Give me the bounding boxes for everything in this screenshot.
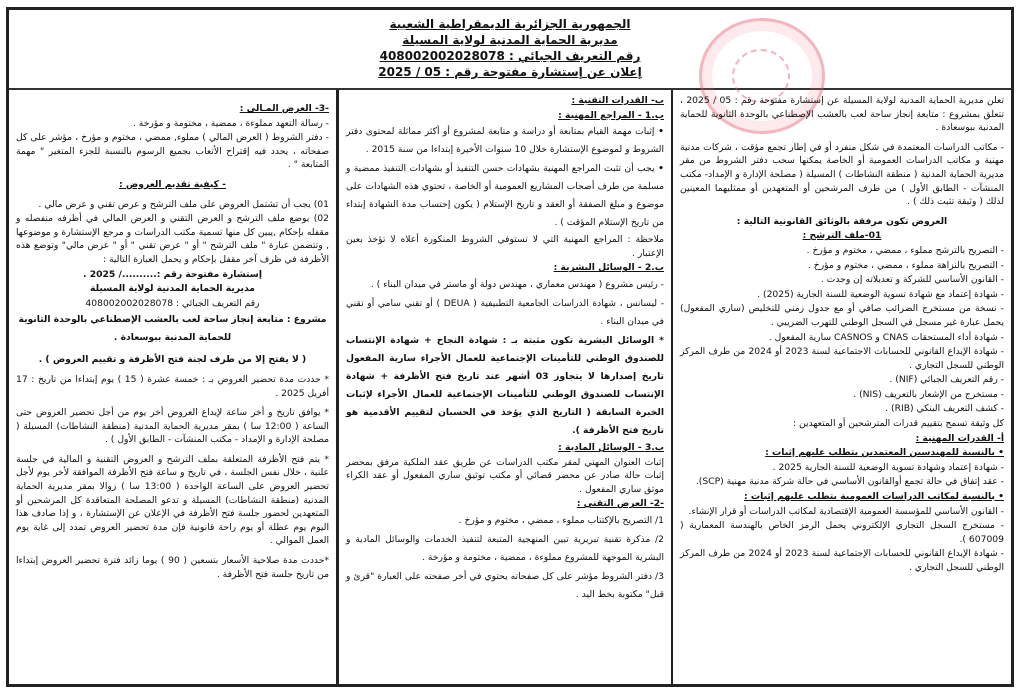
human-proof: * الوسائل البشرية تكون مثبتة بـ : شهادة النجاح + شهادة الإنتساب للصندوق الوطني للتأمينات الإجتماعية للعمال الأجراء سارية المفعول تاريخ إصدارها لا يتجاوز 03 أشهر عند تاريخ فتح الأظرفة + شهادة الإنتساب للصندوق الوطني للتأمينات الإجتماعية للعمال الأجراء لإثبات الخبرة السابقة ( التاريخ الذي يؤخذ في الحسبان لتقييم الأقدمية هو تاريخ فتح الأظرفة ). [346, 334, 664, 436]
envelope-line: رقم التعريف الجبائي : 408002002028078 [85, 297, 260, 309]
fin-item: - رسالة التعهد مملوءة ، ممضية ، مختومة و مؤرخة . [132, 117, 329, 129]
file-item: - شهادة إعتماد مع شهادة تسوية الوضعية للسنة الجارية (2025) . [757, 288, 1004, 300]
public-item: - القانون الأساسي للمؤسسة العمومية الإقتصادية لمكاتب الدراسات أو قرار الإنشاء. [688, 505, 1004, 517]
refs-note: ملاحظة : المراجع المهنية التي لا تستوفي الشروط المنكورة أعلاه لا تؤخذ بعين الإعتبار . [346, 234, 664, 259]
file-item: - شهادة أداء المستحقات CNAS و CASNOS سارية المفعول . [768, 331, 1004, 343]
human-title: ب.2 - الوسائل البشرية : [553, 262, 664, 274]
file-item: - رقم التعريف الجبائي (NIF) . [889, 374, 1004, 386]
refs-paragraph: • إثبات مهمة القيام بمتابعة أو دراسة و متابعة لمشروع أو أكثر مماثلة لمحتوى دفتر الشروط و لموضوع الإستشارة خلال 10 سنوات الأخيرة إبتداءا من سنة 2015 . [346, 123, 664, 159]
file-item: - التصريح بالترشح مملوء ، ممضي ، مختوم و مؤرخ . [806, 244, 1004, 256]
envelope-line: إستشارة مفتوحة رقم :........../ 2025 . [83, 268, 262, 280]
techoffer-item: 3/ دفتر الشروط مؤشر على كل صفحاته يحتوي في أخر صفحته على العبارة "قرئ و قبل" مكتوبة بخط اليد . [346, 570, 664, 600]
refs-title: ب.1 - المراجع المهنية : [558, 109, 664, 121]
deposit-paragraph: * يوافق تاريخ و أخر ساعة لإيداع العروض أخر يوم من أجل تحضير العروض حتى الساعة ( 12:00 سا ) بمقر مديرية الحماية المدنية (منطقة النشاطات) المسيلة ( مصلحة الإدارة و الإمداد - مكتب المنشآت - الطابق الأول ) . [16, 407, 329, 446]
envelope-line: ( لا يفتح إلا من طرف لجنة فتح الأظرفة و تقييم العروض ) . [38, 354, 307, 366]
submit-item: 01) يجب أن تشتمل العروض على ملف الترشح و عرض تقني و عرض مالي . [38, 198, 329, 210]
refs-paragraph: • يجب أن تثبت المراجع المهنية بشهادات حسن التنفيذ أو بشهادات التنفيذ ممضية و مسلمة من طرف أصحاب المشاريع العمومية أو الخاصة ، تحتوي هذه الشهادات على موضوع و مبلغ الصفقة أو العقد و تاريخ الإستلام ( يكون إحتساب مدة الشهادة إبتداء من تاريخ الإستلام المؤقت ) . [346, 160, 664, 232]
docs-title: العروض تكون مرفقة بالوثائق القانونية التالية : [736, 215, 948, 227]
human-item: - ليسانس ، شهادة الدراسات الجامعية التطبيقية ( DEUA ) أو تقني سامي أو تقني في ميدان البناء . [346, 297, 665, 327]
right-column [671, 90, 1011, 684]
material-text: إثبات العنوان المهني لمقر مكتب الدراسات عن طريق عقد الملكية مرفق بمحضر إثبات حالة صادر عن محضر قضائي أو مكتب توثيق ساري المفعول أو عقد الكراء موثق ساري المفعول . [346, 456, 664, 495]
validity-paragraph: *حددت مدة صلاحية الأسعار بتسعين ( 90 ) يوما زائد فترة تحضير العروض إبتداءا من تاريخ جلسة فتح الأظرفة . [16, 555, 330, 580]
intro-paragraph: تعلن مديرية الحماية المدنية لولاية المسيلة عن إستشارة مفتوحة رقم : 05 / 2025 ، تتعلق بمشروع : متابعة إنجاز ساحة لعب بالعشب الإصطناعي بالوحدة الثانوية للحماية المدنية ببوسعادة . [680, 95, 1004, 134]
header-announcement: إعلان عن إستشارة مفتوحة رقم : 05 / 2025 [378, 65, 642, 79]
tech-title: ب- القدرات التقنية : [571, 95, 664, 106]
engineers-item: - شهادة إعتماد وشهادة تسوية الوضعية للسنة الجارية 2025 . [772, 461, 1004, 473]
envelope-line: مديرية الحماية المدنية لولاية المسيلة [90, 283, 255, 295]
file-item: - مستخرج من الإشعار بالتعريف (NIS) . [853, 388, 1004, 400]
public-title: • بالنسبة لمكاتب الدراسات العمومية يتطلب عليهم إثبات : [680, 490, 1004, 504]
submit-item: 02) يوضع ملف الترشح و العرض التقني و العرض المالي في أظرفه منفصله و مقفله بإحكام ,يبين كل منها تسمية مكتب الدراسات و مرجع الإستشارة و موضوعها , وتتضمن عبارة " ملف الترشح " أو " عرض تقني " أو " عرض مالي" وتوضع هذه الأظرفة في ظرف آخر مقفل بإحكام و يحمل العبارة التالية : [16, 213, 329, 265]
header-directorate: مديرية الحماية المدنية لولاية المسيلة [402, 33, 618, 47]
engineers-title: • بالنسبة للمهندسين المعتمدين يتطلب عليهم إثبات : [680, 446, 1004, 460]
fin-item: - دفتر الشروط ( العرض المالي ) مملوء, ممضي ، مختوم و مؤرخ ، مؤشر على كل صفحاته ، يحدد فيه إقتراح الأتعاب بجميع الرسوم بالنسبة للجزء المتغير " مهمة المتابعة " . [16, 132, 329, 171]
header-republic: الجمهورية الجزائرية الديمقراطية الشعبية [389, 17, 631, 31]
submit-title: - كيفية تقديم العروض : [119, 178, 226, 190]
human-item: - رئيس مشروع ( مهندس معماري ، مهندس دولة أو ماستر في ميدان البناء ) . [370, 278, 664, 290]
file-item: - كشف التعريف البنكي (RIB) . [885, 403, 1004, 415]
file-item: - القانون الأساسي للشركة و تعديلاته إن وجدت . [820, 274, 1004, 286]
document-header [9, 10, 1011, 90]
fin-title: -3- العرض المـالي : [239, 103, 329, 114]
eligibility-paragraph: - مكاتب الدراسات المعتمدة في شكل منفرد أو في إطار تجمع مؤقت ، شركات مدنية مهنية و مكاتب الدراسات العمومية أو الخاصة يمكنها سحب دفتر الشروط من مقر مديرية الحماية المدنية ( منطقة النشاطات ) المسيلة ( مصلحة الإدارة و الإمداد- مكتب المنشآت - الطابق الأول ) من طرف المرشحين أو المتعهدين أو ممثليهما المعينين لذلك ( وثيقة تثبت ذلك ) . [680, 141, 1004, 208]
document-frame [6, 7, 1014, 687]
eval-note: كل وثيقة تسمح بتقييم قدرات المترشحين أو المتعهدين : [793, 418, 1004, 430]
engineers-item: - عقد إتفاق في حالة تجمع أوالقانون الأساسي في حالة شركة مدنية مهنية (SCP). [695, 476, 1004, 488]
file-item: - التصريح بالنزاهة مملوء ، ممضي ، مختوم و مؤرخ . [807, 259, 1004, 271]
left-column [9, 90, 336, 684]
file-item: - نسخة من مستخرج الضرائب صافي أو مع جدول زمني للتخليص (ساري المفعول) يحمل عبارة غير مسجل في السجل الوطني للتهرب الضريبي . [680, 303, 1004, 328]
public-item: - شهادة الإيداع القانوني للحسابات الإجتماعية لسنة 2023 أو 2024 من طرف المركز الوطني للسجل التجاري . [680, 548, 1004, 573]
middle-column [336, 90, 671, 684]
envelope-line: مشروع : متابعة إنجاز ساحة لعب بالعشب الإصطناعي بالوحدة الثانوية للحماية المدنية ببوسعادة . [18, 314, 327, 344]
opening-paragraph: * يتم فتح الأظرفة المتعلقة بملف الترشح و العروض التقنية و المالية في جلسة علنية ، خلال نفس الجلسة ، في تاريخ و ساعة فتح الأظرفة الموافقة لأخر يوم لأجل تحضير العروض على الساعة الواحدة ( 13:00 سا ) زوالا بمقر مديرية الحماية المدنية (منطقة النشاطات) المسيلة و تدعو المصلحة المتعاقدة كل المرشحين أو المتعهدين لحضور جلسة فتح الأظرفة في الإعلان عن الإستشارة ، و إذا صادف هذا اليوم يوم عطلة أو يوم راحة قانونية فإن مدة تحضير العروض تمدد إلى غاية يوم العمل الموالي . [16, 453, 329, 547]
public-item: - مستخرج السجل التجاري الإلكتروني يحمل الرمز الخاص بالهندسة المعمارية ( 607009 ). [680, 520, 1004, 545]
file-item: - شهادة الإيداع القانوني للحسابات الاجتماعية لسنة 2023 أو 2024 من طرف المركز الوطني للسجل التجاري . [680, 346, 1004, 371]
material-title: ب.3 - الوسائل المادية : [558, 441, 664, 453]
prof-title: أ- القدرات المهنية : [915, 432, 1004, 444]
deadline-paragraph: * حددت مدة تحضير العروض بـ : خمسة عشرة ( 15 ) يوم إبتداءا من تاريخ : 17 أفريل 2025 . [16, 373, 329, 399]
file-title: 01-ملف الترشح : [802, 230, 882, 242]
techoffer-title: -2- العرض التقني : [576, 498, 664, 510]
techoffer-item: 2/ مذكرة تقنية تبريرية تبين المنهجية المتبعة لتنفيذ الخدمات والوسائل المادية و البشرية الموجهة للمشروع مملوءة ، ممضية ، مختومة و مؤرخة . [346, 533, 664, 563]
header-tax-id: رقم التعريف الجبائي : 408002002028078 [379, 49, 641, 63]
techoffer-item: 1/ التصريح بالإكتتاب مملوء ، ممضي ، مختوم و مؤرخ . [458, 514, 664, 526]
